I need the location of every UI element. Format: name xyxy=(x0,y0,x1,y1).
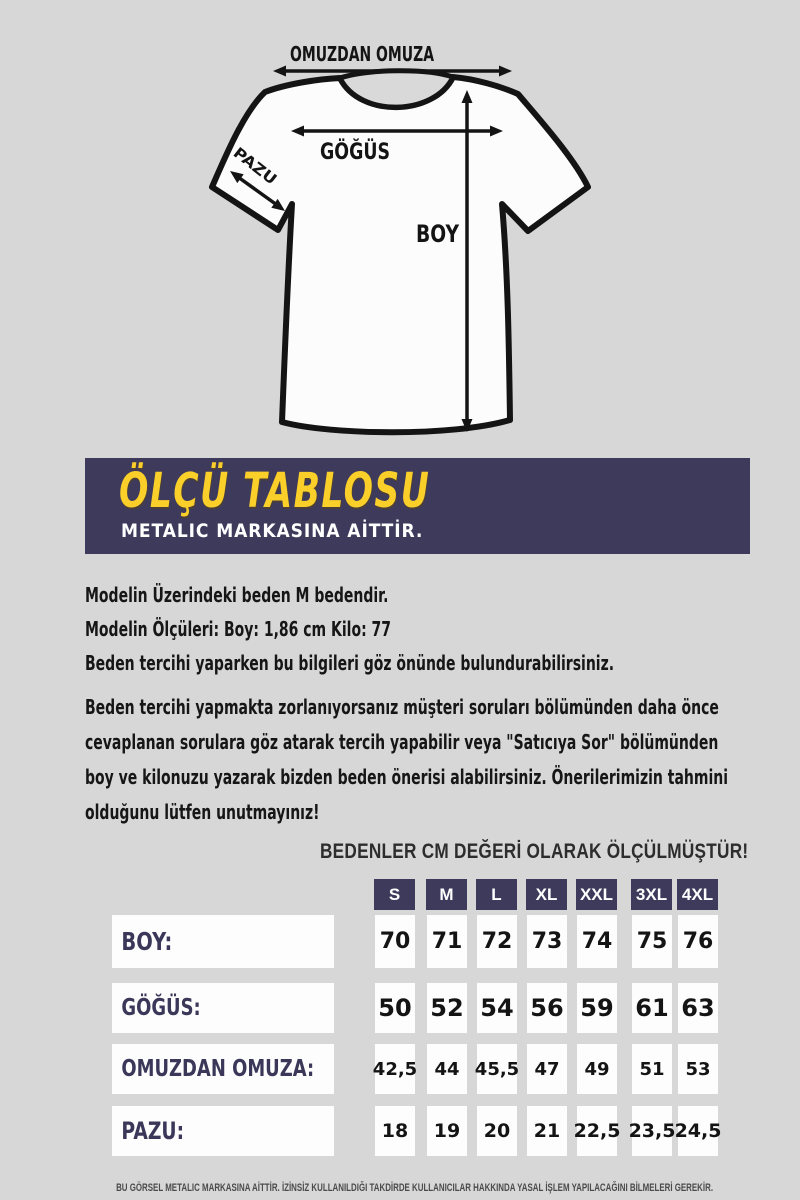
size-badge-xxl: XXL xyxy=(576,879,617,910)
value-cell: 53 xyxy=(678,1044,718,1094)
brand-banner xyxy=(85,458,750,554)
value-cell: 72 xyxy=(477,915,517,968)
size-badge-3xl: 3XL xyxy=(631,879,672,910)
size-badge-4xl: 4XL xyxy=(677,879,718,910)
value-cell: 50 xyxy=(375,983,415,1033)
model-info-line: Modelin Ölçüleri: Boy: 1,86 cm Kilo: 77 xyxy=(85,617,392,641)
value-cell: 75 xyxy=(632,915,672,968)
value-cell: 52 xyxy=(427,983,467,1033)
length-label: BOY xyxy=(416,220,460,248)
size-badge-xl: XL xyxy=(526,879,567,910)
value-cell: 73 xyxy=(527,915,567,968)
size-help-line: boy ve kilonuzu yazarak bizden beden önerisi alabilirsiniz. Önerilerimizin tahmini xyxy=(85,765,729,789)
value-cell: 61 xyxy=(632,983,672,1033)
size-help-line: olduğunu lütfen unutmayınız! xyxy=(85,800,320,824)
row-label-text: BOY: xyxy=(121,927,173,956)
bicep-label: PAZU xyxy=(229,143,276,186)
size-help-line: Beden tercihi yapmakta zorlanıyorsanız müşteri soruları bölümünden daha önce xyxy=(85,695,719,719)
value-cell: 71 xyxy=(427,915,467,968)
value-cell: 20 xyxy=(477,1106,517,1156)
value-cell: 76 xyxy=(678,915,718,968)
value-cell: 59 xyxy=(577,983,617,1033)
tshirt-diagram xyxy=(188,42,598,452)
chest-label: GÖĞÜS xyxy=(320,140,409,165)
tshirt-drawing xyxy=(188,42,598,452)
value-cell: 51 xyxy=(632,1044,672,1094)
value-cell: 54 xyxy=(477,983,517,1033)
model-info-line: Beden tercihi yaparken bu bilgileri göz önünde bulundurabilirsiniz. xyxy=(85,651,615,675)
banner-subtitle: METALIC MARKASINA AİTTİR. xyxy=(121,520,424,542)
value-cell: 21 xyxy=(527,1106,567,1156)
size-badge-l: L xyxy=(476,879,517,910)
row-label-text: OMUZDAN OMUZA: xyxy=(121,1056,315,1082)
value-cell: 70 xyxy=(375,915,415,968)
value-cell: 49 xyxy=(577,1044,617,1094)
value-cell: 44 xyxy=(427,1044,467,1094)
size-help-line: cevaplanan sorulara göz atarak tercih yapabilir veya "Satıcıya Sor" bölümünden xyxy=(85,730,719,754)
row-label xyxy=(112,915,334,968)
value-cell: 19 xyxy=(427,1106,467,1156)
row-label-text: GÖĞÜS: xyxy=(121,995,201,1021)
value-cell: 74 xyxy=(577,915,617,968)
banner-title: ÖLÇÜ TABLOSU xyxy=(119,463,431,519)
footer-text: BU GÖRSEL METALIC MARKASINA AİTTİR. İZİNSİZ KULLANILDIĞI TAKDİRDE KULLANICILAR HAKKINDA YASAL İŞLEM YAPILACAĞINI BİLMELERİ GEREKİR. xyxy=(116,1182,714,1194)
value-cell: 47 xyxy=(527,1044,567,1094)
shoulder-label: OMUZDAN OMUZA xyxy=(290,42,435,66)
table-heading: BEDENLER CM DEĞERİ OLARAK ÖLÇÜLMÜŞTÜR! xyxy=(320,840,749,863)
value-cell: 42,5 xyxy=(375,1044,415,1094)
row-label xyxy=(112,983,334,1033)
value-cell: 24,5 xyxy=(678,1106,718,1156)
row-label xyxy=(112,1106,334,1156)
value-cell: 56 xyxy=(527,983,567,1033)
value-cell: 18 xyxy=(375,1106,415,1156)
size-badge-s: S xyxy=(374,879,415,910)
value-cell: 23,5 xyxy=(632,1106,672,1156)
value-cell: 45,5 xyxy=(477,1044,517,1094)
size-badge-m: M xyxy=(426,879,467,910)
value-cell: 22,5 xyxy=(577,1106,617,1156)
row-label-text: PAZU: xyxy=(121,1117,185,1145)
footer xyxy=(0,1176,800,1195)
value-cell: 63 xyxy=(678,983,718,1033)
model-info-line: Modelin Üzerindeki beden M bedendir. xyxy=(85,583,389,607)
row-label xyxy=(112,1044,334,1094)
